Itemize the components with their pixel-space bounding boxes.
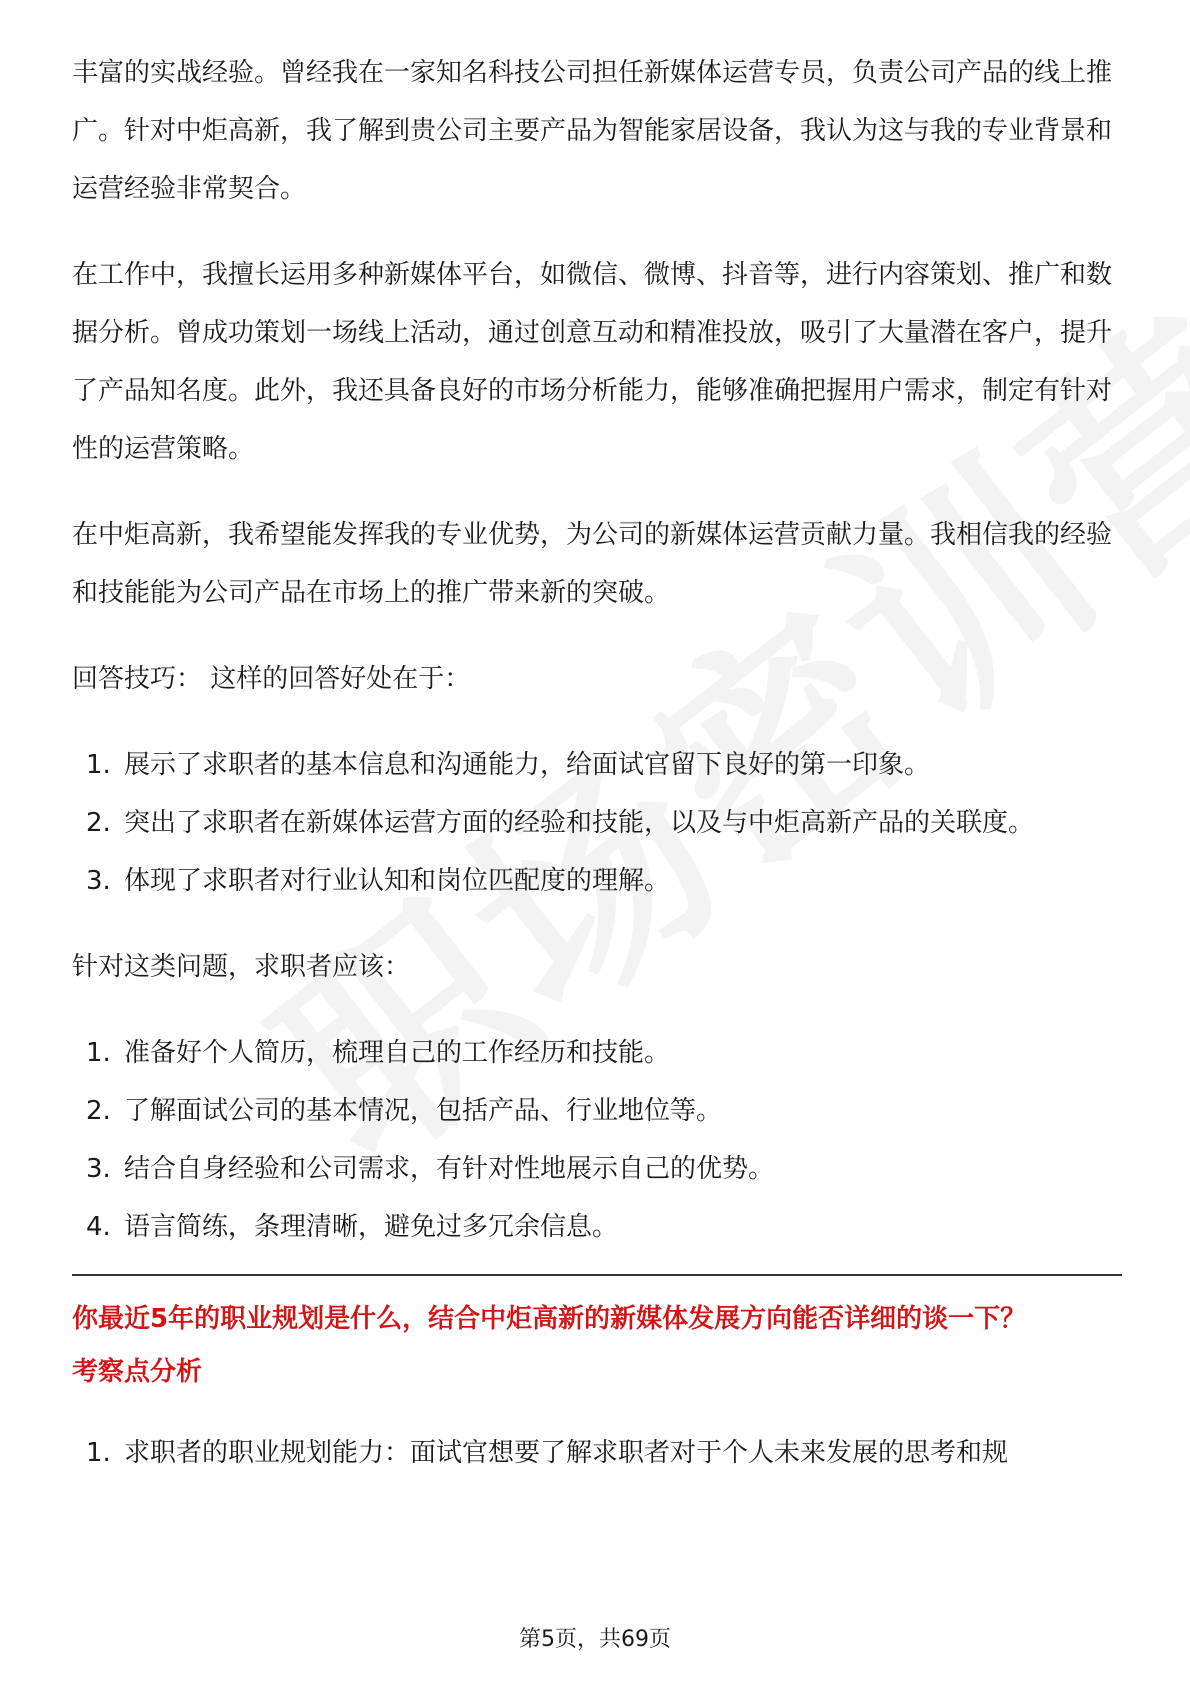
tips-intro: 回答技巧： 这样的回答好处在于： (72, 664, 471, 694)
list-number: 3. (86, 1154, 111, 1184)
list-item (72, 1140, 1122, 1198)
question-title: 你最近5年的职业规划是什么，结合中炬高新的新媒体发展方向能否详细的谈一下？ (72, 1304, 1027, 1334)
paragraph-experience: 丰富的实战经验。曾经我在一家知名科技公司担任新媒体运营专员，负责公司产品的线上推广。针对中炬高新，我了解到贵公司主要产品为智能家居设备，我认为这与我的专业背景和运营经验非常契合。 (72, 58, 1113, 204)
list-item (72, 794, 1122, 852)
list-item (72, 852, 1122, 910)
list-number: 4. (86, 1212, 111, 1242)
list-item (72, 1424, 1122, 1482)
page-number: 第5页，共69页 (519, 1627, 671, 1652)
list-item-text: 了解面试公司的基本情况，包括产品、行业地位等。 (124, 1096, 723, 1126)
list-number: 2. (86, 1096, 111, 1126)
list-number: 3. (86, 866, 111, 896)
list-item-text: 展示了求职者的基本信息和沟通能力，给面试官留下良好的第一印象。 (124, 750, 931, 780)
analysis-heading: 考察点分析 (72, 1357, 203, 1387)
advice-intro: 针对这类问题，求职者应该： (72, 952, 411, 982)
list-item (72, 1024, 1122, 1082)
paragraph-skills: 在工作中，我擅长运用多种新媒体平台，如微信、微博、抖音等，进行内容策划、推广和数据分析。曾成功策划一场线上活动，通过创意互动和精准投放，吸引了大量潜在客户，提升了产品知名度。此外，我还具备良好的市场分析能力，能够准确把握用户需求，制定有针对性的运营策略。 (72, 260, 1113, 464)
list-item (72, 736, 1122, 794)
list-item-text: 求职者的职业规划能力：面试官想要了解求职者对于个人未来发展的思考和规 (124, 1438, 1009, 1468)
tips-list (72, 736, 1122, 910)
list-item-text: 突出了求职者在新媒体运营方面的经验和技能，以及与中炬高新产品的关联度。 (124, 808, 1035, 838)
list-number: 1. (86, 1438, 111, 1468)
list-item-text: 体现了求职者对行业认知和岗位匹配度的理解。 (124, 866, 671, 896)
advice-list (72, 1024, 1122, 1256)
list-item (72, 1082, 1122, 1140)
list-number: 1. (86, 750, 111, 780)
paragraph-goal: 在中炬高新，我希望能发挥我的专业优势，为公司的新媒体运营贡献力量。我相信我的经验和技能能为公司产品在市场上的推广带来新的突破。 (72, 520, 1113, 608)
list-number: 1. (86, 1038, 111, 1068)
page-content (72, 44, 1122, 1482)
list-item-text: 语言简练，条理清晰，避免过多冗余信息。 (124, 1212, 619, 1242)
section-divider (72, 1274, 1122, 1276)
list-number: 2. (86, 808, 111, 838)
list-item-text: 结合自身经验和公司需求，有针对性地展示自己的优势。 (124, 1154, 775, 1184)
list-item-text: 准备好个人简历，梳理自己的工作经历和技能。 (124, 1038, 671, 1068)
list-item (72, 1198, 1122, 1256)
analysis-list (72, 1424, 1122, 1482)
